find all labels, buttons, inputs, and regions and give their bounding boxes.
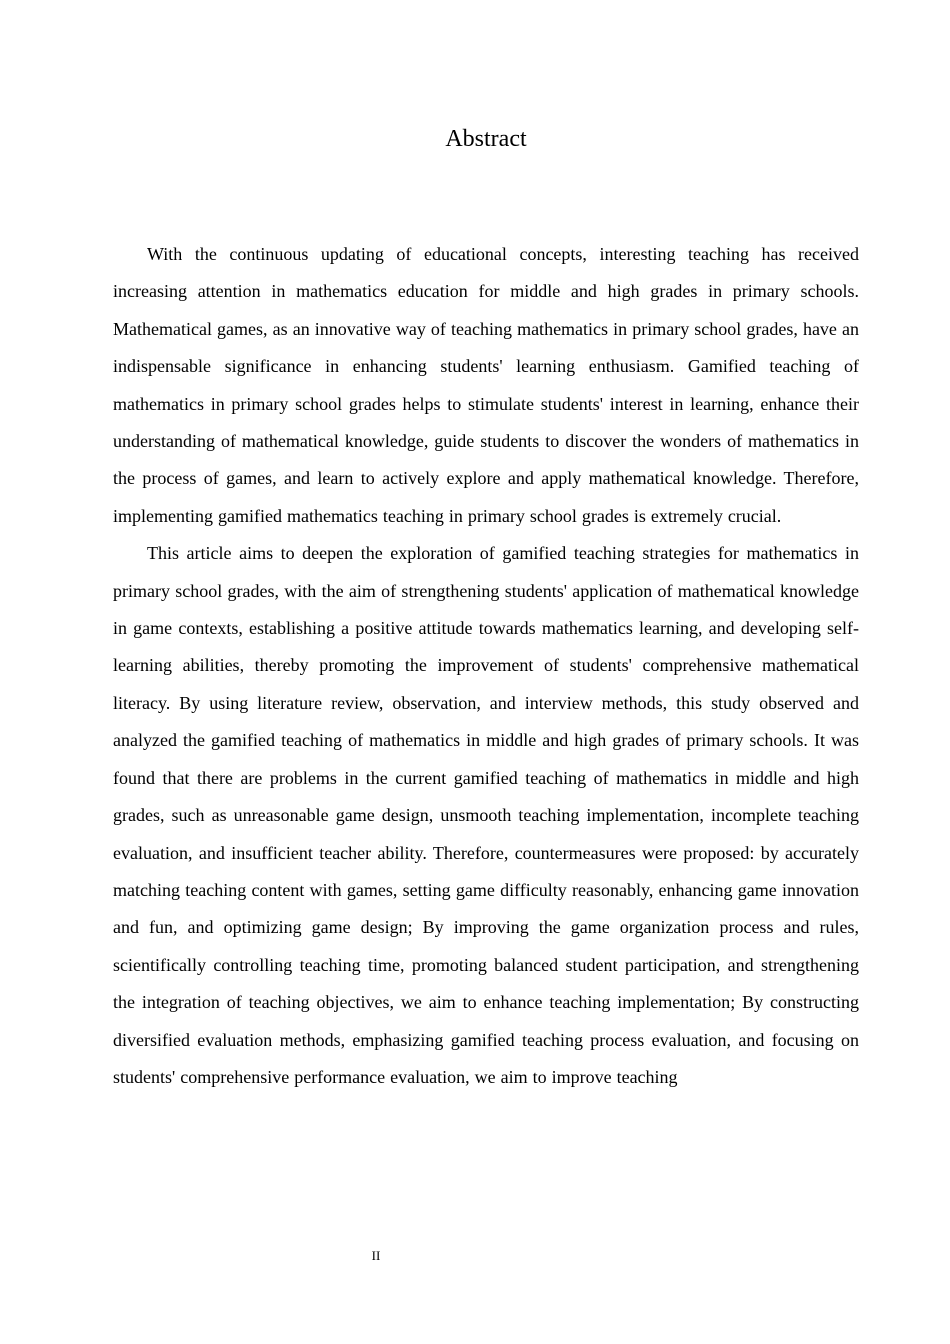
- page-title: Abstract: [445, 126, 527, 152]
- abstract-body: [113, 236, 859, 1096]
- page-number: II: [371, 1248, 381, 1263]
- paragraph-2: This article aims to deepen the exploration of gamified teaching strategies for mathematics in primary school grades, with the aim of strengthening students' application of mathematical knowledge in game contexts, establishing a positive attitude towards mathematics learning, and developing self-learning abilities, thereby promoting the improvement of students' comprehensive mathematical literacy. By using literature review, observation, and interview methods, this study observed and analyzed the gamified teaching of mathematics in middle and high grades of primary schools. It was found that there are problems in the current gamified teaching of mathematics in middle and high grades, such as unreasonable game design, unsmooth teaching implementation, incomplete teaching evaluation, and insufficient teacher ability. Therefore, countermeasures were proposed: by accurately matching teaching content with games, setting game difficulty reasonably, enhancing game innovation and fun, and optimizing game design; By improving the game organization process and rules, scientifically controlling teaching time, promoting balanced student participation, and strengthening the integration of teaching objectives, we aim to enhance teaching implementation; By constructing diversified evaluation methods, emphasizing gamified teaching process evaluation, and focusing on students' comprehensive performance evaluation, we aim to improve teaching: [113, 543, 859, 1087]
- paragraph-1: With the continuous updating of educational concepts, interesting teaching has received increasing attention in mathematics education for middle and high grades in primary schools. Mathematical games, as an innovative way of teaching mathematics in primary school grades, have an indispensable significance in enhancing students' learning enthusiasm. Gamified teaching of mathematics in primary school grades helps to stimulate students' interest in learning, enhance their understanding of mathematical knowledge, guide students to discover the wonders of mathematics in the process of games, and learn to actively explore and apply mathematical knowledge. Therefore, implementing gamified mathematics teaching in primary school grades is extremely crucial.: [113, 244, 859, 526]
